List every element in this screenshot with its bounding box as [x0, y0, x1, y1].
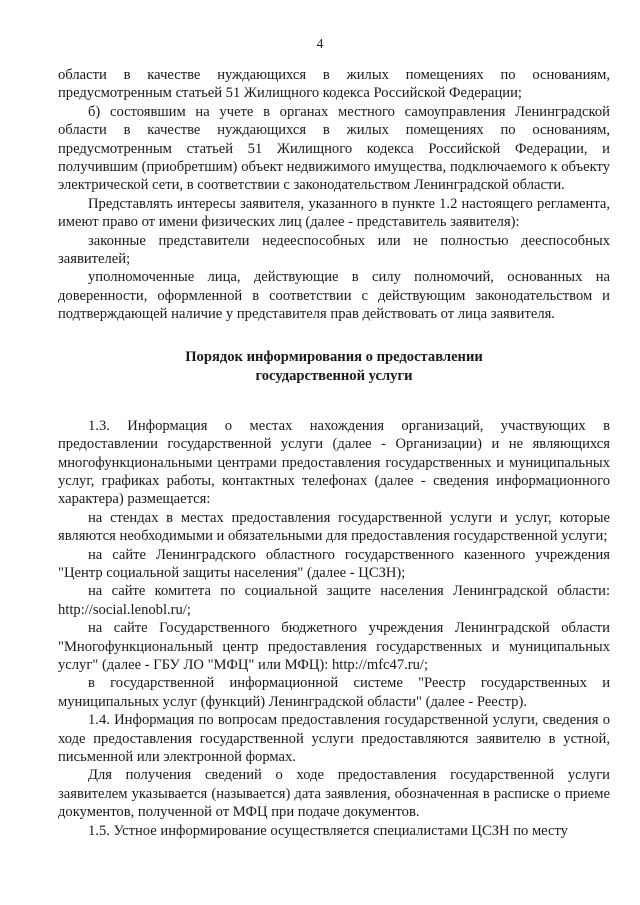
paragraph-mfc-site: на сайте Государственного бюджетного учреждения Ленинградской области "Многофункциональный центр предоставления государственных и муниципальных услуг" (далее - ГБУ ЛО "МФЦ" или МФЦ): http://mfc47.ru/;: [58, 620, 610, 673]
page-number: 4: [316, 36, 324, 51]
paragraph-cszn-site: на сайте Ленинградского областного государственного казенного учреждения "Центр социальной защиты населения" (далее - ЦСЗН);: [58, 546, 610, 581]
paragraph-registry: в государственной информационной системе "Реестр государственных и муниципальных услуг (функций) Ленинградской области" (далее - Реестр).: [58, 675, 610, 710]
paragraph-1-4: 1.4. Информация по вопросам предоставления государственной услуги, сведения о ходе предоставления государственной услуги предоставляются заявителю в устной, письменной или электронной формах.: [58, 712, 610, 765]
document-body: [58, 66, 610, 840]
paragraph-continuation: области в качестве нуждающихся в жилых помещениях по основаниям, предусмотренным статьей 51 Жилищного кодекса Российской Федерации;: [58, 67, 610, 102]
paragraph-authorized-persons: уполномоченные лица, действующие в силу полномочий, основанных на доверенности, оформленной в соответствии с действующим законодательством и подтверждающей наличие у представителя прав действовать от лица заявителя.: [58, 269, 610, 323]
section-heading-line1: Порядок информирования о предоставлении: [185, 348, 483, 365]
paragraph-status-info: Для получения сведений о ходе предоставления государственной услуги заявителем указывается (называется) дата заявления, обозначенная в расписке о приеме документов, полученной от МФЦ при подаче документов.: [58, 767, 610, 821]
paragraph-1-3: 1.3. Информация о местах нахождения организаций, участвующих в предоставлении государственной услуги (далее - Организации) и не являющихся многофункциональными центрами предоставления государственных и муниципальных услуг, графиках работы, контактных телефонах (далее - сведения информационного характера) размещается:: [58, 417, 610, 508]
paragraph-1-5: 1.5. Устное информирование осуществляется специалистами ЦСЗН по месту: [88, 822, 568, 839]
paragraph-committee-site: на сайте комитета по социальной защите населения Ленинградской области: http://social.lenobl.ru/;: [58, 583, 610, 618]
paragraph-legal-representatives: законные представители недееспособных или не полностью дееспособных заявителей;: [58, 232, 610, 268]
section-heading-line2: государственной услуги: [255, 367, 413, 384]
section-heading: [58, 348, 610, 386]
paragraph-stands: на стендах в местах предоставления государственной услуги и услуг, которые являются необходимыми и обязательными для предоставления государственной услуги;: [58, 509, 610, 545]
paragraph-representatives: Представлять интересы заявителя, указанного в пункте 1.2 настоящего регламента, имеют право от имени физических лиц (далее - представитель заявителя):: [58, 195, 610, 231]
paragraph-item-b: б) состоявшим на учете в органах местного самоуправления Ленинградской области в качестве нуждающихся в жилых помещениях по основаниям, предусмотренным статьей 51 Жилищного кодекса Российской Федерации, и получившим (приобретшим) объект недвижимого имущества, подключаемого к объекту электрической сети, в соответствии с законодательством Ленинградской области.: [58, 103, 610, 194]
